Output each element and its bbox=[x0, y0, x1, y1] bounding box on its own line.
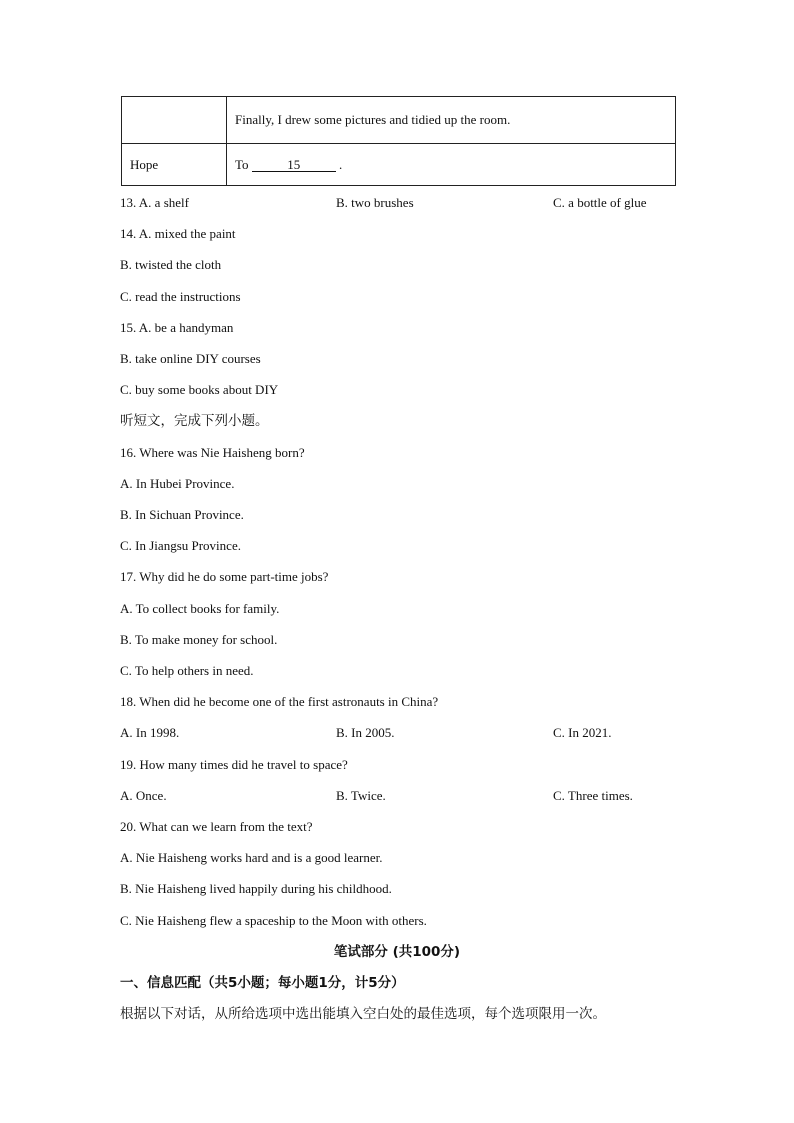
question-18-stem: 18. When did he become one of the first astronauts in China? bbox=[120, 694, 439, 709]
question-15-option-a: 15. A. be a handyman bbox=[120, 320, 234, 335]
question-19-options bbox=[120, 787, 680, 805]
question-20-option-a: A. Nie Haisheng works hard and is a good learner. bbox=[120, 850, 383, 865]
question-17-option-c: C. To help others in need. bbox=[120, 663, 254, 678]
answer-blank-15: 15 bbox=[252, 159, 336, 172]
question-14-option-b: B. twisted the cloth bbox=[120, 257, 222, 272]
question-17-option-b: B. To make money for school. bbox=[120, 632, 278, 647]
question-16-option-a: A. In Hubei Province. bbox=[120, 476, 235, 491]
table-cell-text: Finally, I drew some pictures and tidied up the room. bbox=[227, 97, 676, 144]
question-17-option-a: A. To collect books for family. bbox=[120, 601, 280, 616]
section-1-heading: 一、信息匹配（共5小题；每小题1分，计5分） bbox=[120, 975, 405, 991]
question-17-stem: 17. Why did he do some part-time jobs? bbox=[120, 569, 329, 584]
question-14-option-a: 14. A. mixed the paint bbox=[120, 226, 236, 241]
section-1-instruction: 根据以下对话，从所给选项中选出能填入空白处的最佳选项，每个选项限用一次。 bbox=[120, 1006, 606, 1022]
question-14-option-c: C. read the instructions bbox=[120, 289, 241, 304]
question-20-stem: 20. What can we learn from the text? bbox=[120, 819, 313, 834]
question-13-option-a: 13. A. a shelf bbox=[120, 195, 189, 210]
table-row bbox=[122, 144, 676, 186]
blank-prefix: To bbox=[235, 156, 249, 172]
question-20-option-c: C. Nie Haisheng flew a spaceship to the Moon with others. bbox=[120, 913, 427, 928]
info-table bbox=[121, 96, 676, 186]
table-cell-text bbox=[227, 144, 676, 186]
question-16-stem: 16. Where was Nie Haisheng born? bbox=[120, 445, 305, 460]
written-section-title: 笔试部分 (共100分) bbox=[333, 944, 461, 960]
question-18-options bbox=[120, 724, 680, 742]
question-20-option-b: B. Nie Haisheng lived happily during his childhood. bbox=[120, 881, 392, 896]
question-15-option-b: B. take online DIY courses bbox=[120, 351, 261, 366]
question-19-option-a: A. Once. bbox=[120, 788, 167, 803]
section-listen-instruction: 听短文，完成下列小题。 bbox=[120, 413, 269, 429]
question-13-options bbox=[120, 194, 680, 212]
table-row bbox=[122, 97, 676, 144]
question-18-option-c: C. In 2021. bbox=[553, 725, 612, 740]
question-19-option-b: B. Twice. bbox=[336, 788, 386, 803]
table-cell-label: Hope bbox=[122, 144, 227, 186]
question-13-option-c: C. a bottle of glue bbox=[553, 195, 647, 210]
question-13-option-b: B. two brushes bbox=[336, 195, 414, 210]
blank-suffix: . bbox=[339, 156, 343, 172]
question-19-stem: 19. How many times did he travel to space? bbox=[120, 757, 348, 772]
question-16-option-b: B. In Sichuan Province. bbox=[120, 507, 244, 522]
question-18-option-a: A. In 1998. bbox=[120, 725, 180, 740]
question-19-option-c: C. Three times. bbox=[553, 788, 633, 803]
question-18-option-b: B. In 2005. bbox=[336, 725, 395, 740]
question-15-option-c: C. buy some books about DIY bbox=[120, 382, 279, 397]
question-16-option-c: C. In Jiangsu Province. bbox=[120, 538, 241, 553]
table-cell-label bbox=[122, 97, 227, 144]
